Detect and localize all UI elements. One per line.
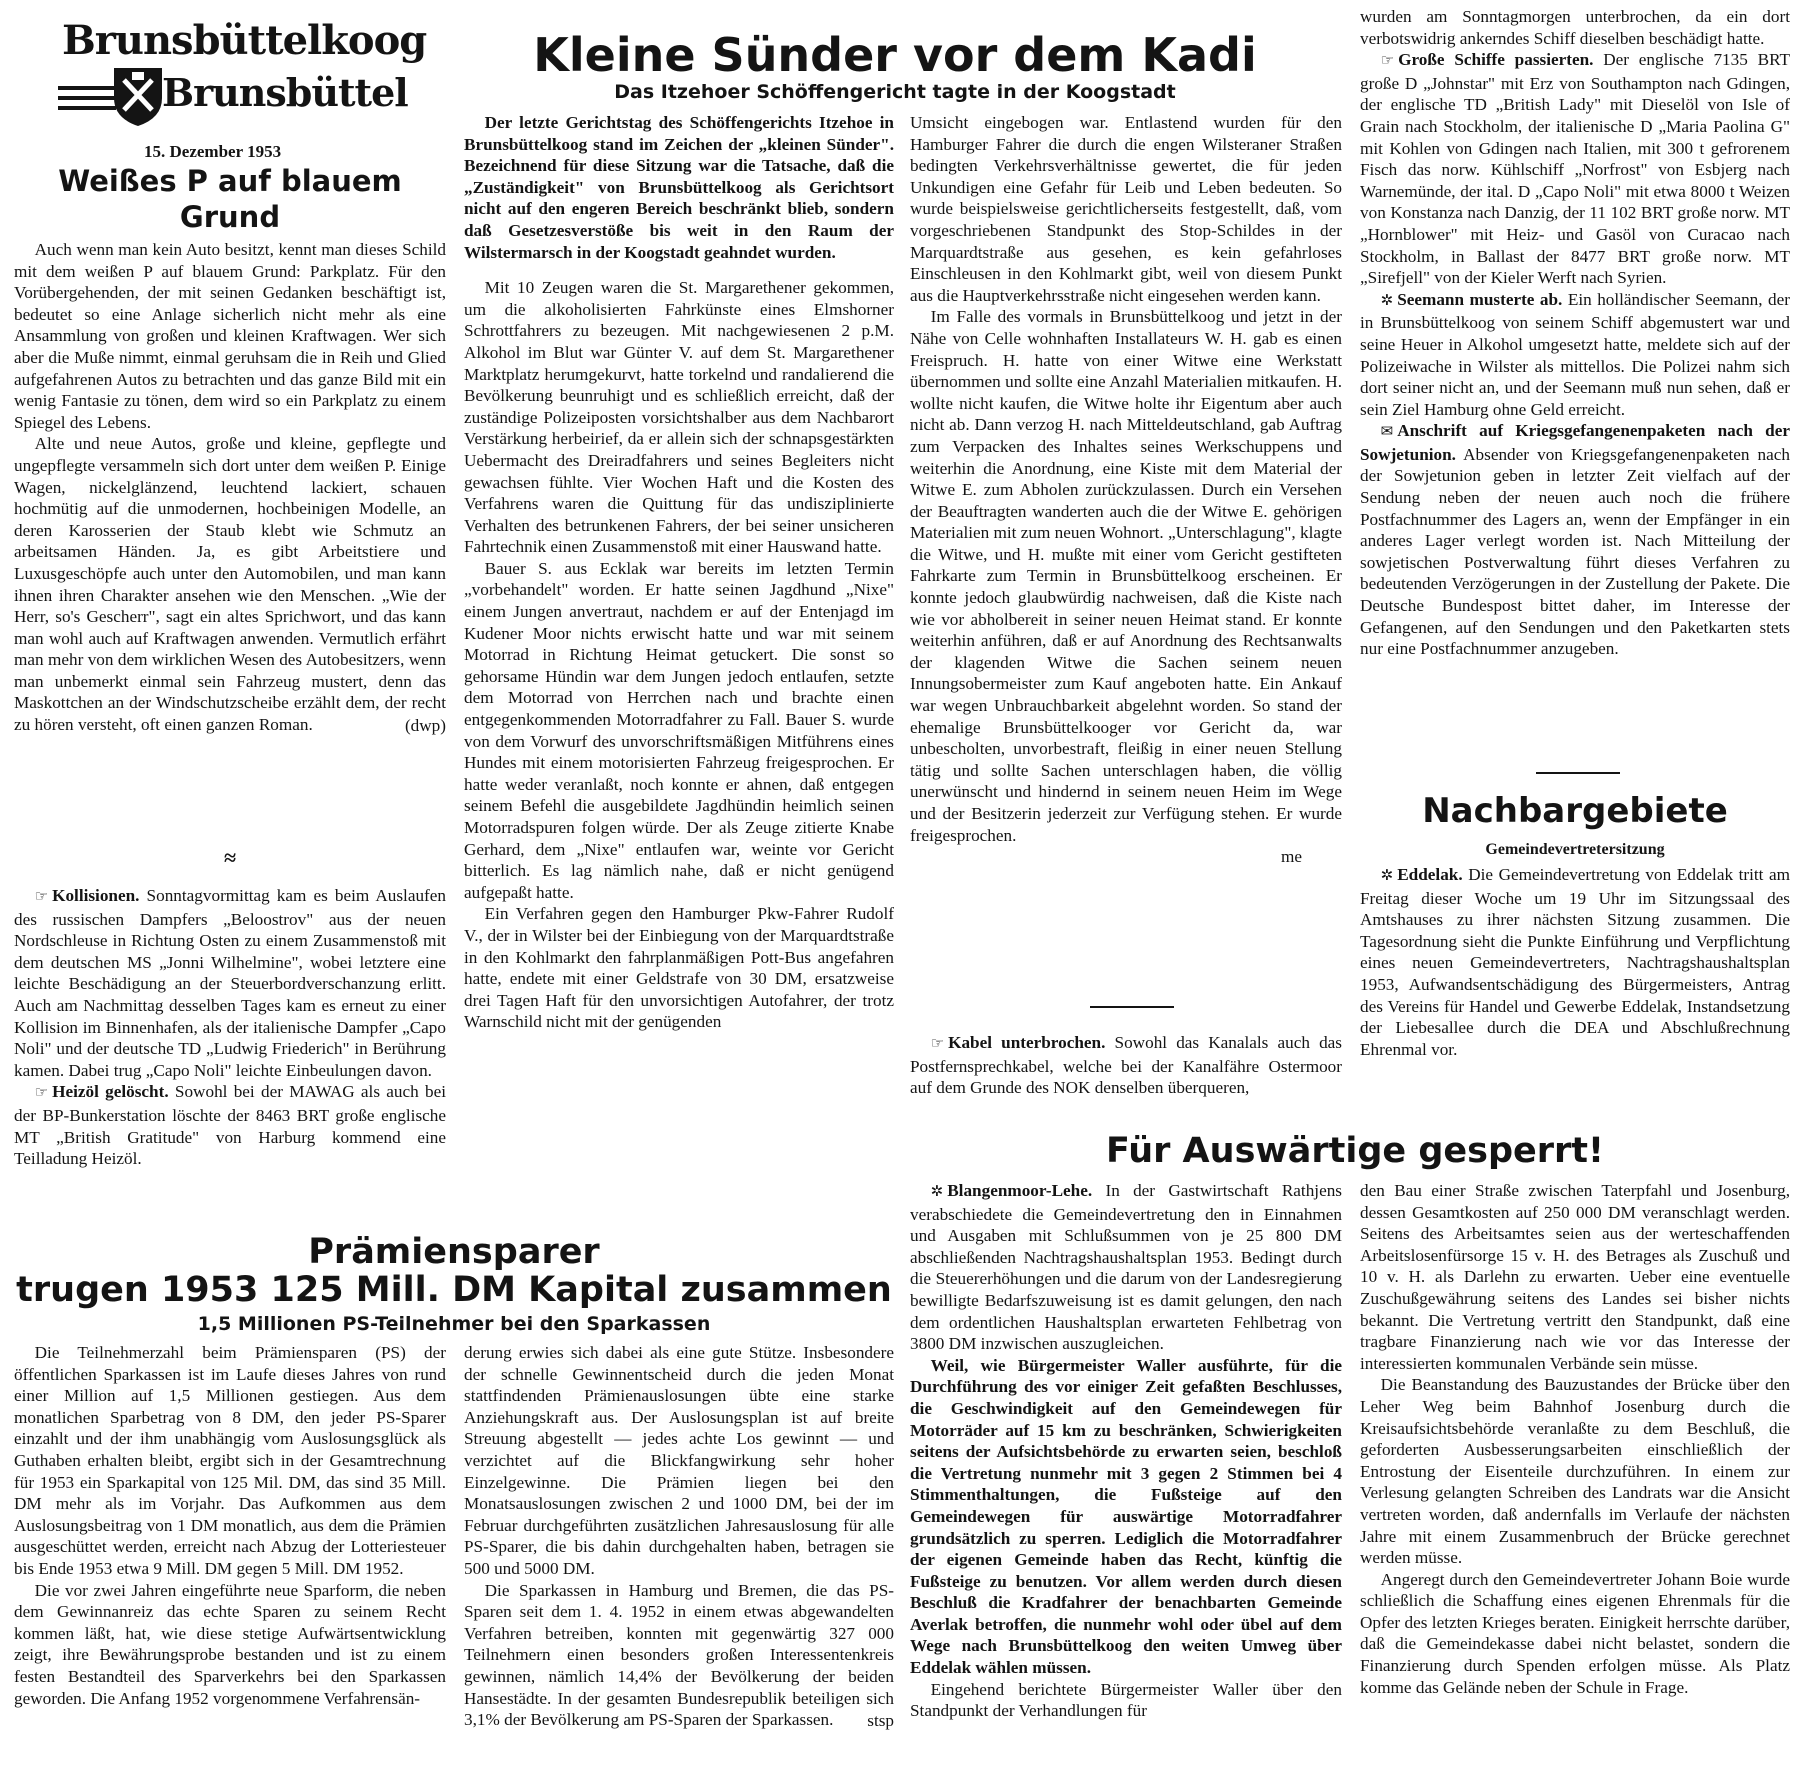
anschrift-lead: Anschrift auf Kriegsgefangenenpaketen nach der Sowjetunion. — [1360, 421, 1790, 464]
eddelak-item — [1360, 864, 1790, 1060]
hand-pointer-icon: ☞ — [1380, 53, 1395, 70]
eddelak-text: Die Gemeindevertretung von Eddelak tritt am Freitag dieser Woche um 19 Uhr im Sitzungssaal des Amtshauses zu ihrer nächsten Sitzung zusammen. Die Tagesordnung sieht die Punkte Einführung und Verpflichtung eines neuen Gemeindevertreters, Nachtragshaushaltsplan 1953, Aufwandsentschädigung des Bürgermeisters, Antrag des Vereins für Handel und Gewerbe Eddelak, Instandsetzung der Liebesallee durch die DEA und Abschlußrechnung Ehrenmal vor. — [1360, 865, 1790, 1059]
hand-pointer-icon: ☞ — [34, 889, 49, 905]
praemien-paragraph: Die Sparkassen in Hamburg und Bremen, die das PS-Sparen seit dem 1. 4. 1952 in einem etwas abgewandelten Verfahren betreiben, konnten mit gegenwärtig 327 000 Teilnehmern einen besonders großen Interessentenkreis gewinnen, nämlich 14,4% der Bevölkerung der beiden Hansestädte. In der gesamten Bundesrepublik beteiligen sich 3,1% der Bevölkerung am PS-Sparen der Sparkassen. — [464, 1580, 894, 1730]
kadi-paragraph: Umsicht eingebogen war. Entlastend wurden für den Hamburger Fahrer die durch die engen Wilsteraner Straßen bedingten Verkehrsverhältnisse gewertet, die für jeden Unkundigen eine Gefahr für Leib und Leben bedeuten. So wurde beispielsweise gerichtlicherseits festgestellt, daß, vom vorgeschriebenen Standpunkt des Stop-Schildes in der Marquardtstraße aus gesehen, es kein gefahrloses Einschleusen in den Kohlmarkt gibt, weil von diesem Punkt aus die Hauptverkehrsstraße nicht eingesehen werden kann. — [910, 113, 1342, 305]
star-icon: ✲ — [1380, 292, 1394, 309]
kadi-headline: Kleine Sünder vor dem Kadi — [533, 28, 1257, 82]
auswaertige-column-2 — [1360, 1180, 1790, 1698]
seemann-text: Ein holländischer Seemann, der in Brunsbüttelkoog von seinem Schiff abgemustert war und seine Heuer in Alkohol umgesetzt hatte, meldete sich auf der Polizeiwache in Wilster als mittellos. Die Polizei nahm sich dort seiner nicht an, und der Seemann muß nun sehen, daß er sein Ziel Hamburg ohne Geld erreicht. — [1360, 289, 1790, 419]
praemien-paragraph: Die Teilnehmerzahl beim Prämiensparen (PS) der öffentlichen Sparkassen ist im Laufe dieses Jahres von rund einer Million auf 1,5 Millionen gestiegen. Aus dem monatlichen Sparbetrag von 8 DM, den jeder PS-Sparer einzahlt und der ihm unabhängig vom Auslosungsglück als Guthaben erhalten bleibt, ergibt sich in der Gesamtrechnung für 1953 ein Sparkapital von 125 Mil. DM, das sind 35 Mill. DM mehr als im Vorjahr. Das Aufkommen aus dem Auslosungsbeitrag von 1 DM monatlich, aus dem die Prämien ausgeschüttet werden, erreicht nach Abzug der Lotteriesteuer bis Ende 1953 etwa 9 Mill. DM gegen 5 Mill. DM 1952. — [14, 1343, 446, 1578]
praemien-headline-1: Prämiensparer — [308, 1232, 600, 1272]
kadi-signature: me — [1281, 847, 1302, 867]
kadi-subheadline: Das Itzehoer Schöffengericht tagte in der Koogstadt — [614, 81, 1176, 103]
praemien-column-2 — [464, 1342, 894, 1731]
praemien-paragraph: derung erwies sich dabei als eine gute Stütze. Insbesondere der schnelle Gewinnentscheid durch die jeden Monat stattfindenden Prämienauslosungen übte eine starke Anziehungskraft aus. Der Auslosungsplan ist auf breite Streuung abgestellt — jedes achte Los gewinnt — und verzichtet auf die Blickfangwirkung sehr hoher Einzelgewinne. Die Prämien liegen bei den Monatsauslosungen zwischen 2 und 1000 DM, bei der im Februar durchgeführten zusätzlichen Jahresauslosung für alle PS-Sparer, die bis dahin durchgehalten haben, betragen sie 500 und 5000 DM. — [464, 1343, 894, 1578]
schiffe-text: Der englische 7135 BRT große D „Johnstar" mit Erz von Southampton nach Gdingen, der englische TD „British Lady" mit Dieselöl von Isle of Grain nach Stockholm, der italienische D „Maria Paolina G" mit Kohlen von Gdingen nach Italien, mit 300 t gefrorenem Fisch das norw. Kühlschiff „Norfrost" von Esbjerg nach Warnemünde, der ital. D „Capo Noli" mit etwa 8000 t Weizen von Konstanza nach Danzig, der 11 102 BRT große norw. MT „Hornblower" mit Heiz- und Gasöl von Curacao nach Stockholm, in Ballast der 8477 BRT große norw. MT „Sirefjell" von der Kieler Werft nach Syrien. — [1360, 50, 1791, 288]
schiffe-lead: Große Schiffe passierten. — [1398, 50, 1594, 70]
heizoel-text: Sowohl bei der MAWAG als auch bei der BP-Bunkerstation löschte der 8463 BRT große englische MT „British Gratitude" von Harburg kommend eine Teilladung Heizöl. — [14, 1082, 447, 1169]
envelope-icon: ✉ — [1380, 424, 1394, 441]
parkplatz-signature: (dwp) — [404, 715, 446, 735]
auswaertige-paragraph: Eingehend berichtete Bürgermeister Waller über den Standpunkt der Verhandlungen für — [910, 1679, 1342, 1721]
kadi-column-1 — [464, 112, 894, 1033]
heizoel-item — [14, 1081, 446, 1169]
praemien-signature: stsp — [867, 1710, 894, 1730]
parkplatz-body — [14, 239, 446, 736]
parkplatz-paragraph: Auch wenn man kein Auto besitzt, kennt man dieses Schild mit dem weißen P auf blauem Grund: Parkplatz. Für den Vorübergehenden, der mit seinen Gedanken beschäftigt ist, bedeutet so eine Anlage sicherlich nicht mehr als eine Ansammlung von großen und kleinen Kraftwagen. Wer sich aber die Muße nimmt, einmal geruhsam die in Reih und Glied aufgefahrenen Autos zu betrachten und das ganze Bild mit ein wenig Fantasie zu tönen, dem wird so ein Parkplatz zu einem Spiegel des Lebens. — [14, 240, 446, 432]
right-column — [1360, 6, 1790, 660]
nachbar-article — [1360, 864, 1790, 1060]
auswaertige-paragraph: Angeregt durch den Gemeindevertreter Johann Boie wurde schließlich die Schaffung eines eigenen Ehrenmals für die Opfer des letzten Krieges beraten. Einigkeit herrschte darüber, daß die Gemeindekasse dabei nicht belastet, sondern die Finanzierung durch Spenden erfolgen müsse. Als Platz komme das Gelände neben der Schule in Frage. — [1360, 1569, 1790, 1697]
kadi-paragraph: Bauer S. aus Ecklak war bereits im letzten Termin „vorbehandelt" worden. Er hatte seinen Jagdhund „Nixe" einem Jungen anvertraut, nachdem er auf der Entenjagd im Kudener Moor nichts erwischt hatte und war mit seinem Motorrad in Richtung Heimat getuckert. Die sonst so gehorsame Hündin war dem Jungen jedoch entlaufen, setzte dem Motorrad von Herrchen nach und brachte einen entgegenkommenden Motorradfahrer zu Fall. Bauer S. wurde von dem Vorwurf des unvorschriftsmäßigen Mitführens eines Hundes mit einem motorisierten Fahrzeug freigesprochen. Er hatte weder veranlaßt, noch konnte er ahnen, daß entgegen seinem Befehl die ausgebildete Jagdhündin heimlich seinen Motorradspuren folgen würde. Der als Zeuge zitierte Knabe Gerhard, dem „Nixe" entlaufen war, weinte vor Gericht bitterlich. Es lag nämlich nahe, daß er nicht genügend aufgepaßt hatte. — [464, 558, 894, 902]
anschrift-item — [1360, 420, 1790, 660]
column-rule — [1536, 772, 1620, 774]
blangenmoor-lead: Blangenmoor-Lehe. — [947, 1181, 1093, 1200]
seemann-lead: Seemann musterte ab. — [1397, 289, 1563, 309]
kadi-column-2 — [910, 112, 1342, 868]
kadi-paragraph: Ein Verfahren gegen den Hamburger Pkw-Fahrer Rudolf V., der in Wilster bei der Einbiegung von der Marquardtstraße in den Kohlmarkt den fahrplanmäßigen Pott-Bus angefahren hatte, endete mit einer Geldstrafe von 30 DM, ersatzweise drei Tagen Haft für den unvorsichtigen Autofahrer, der trotz Warnschild nicht mit der genügenden — [464, 904, 894, 1032]
kabel-continuation: wurden am Sonntagmorgen unterbrochen, da ein dort verbotswidrig ankerndes Schiff dieselben beschädigt hatte. — [1360, 7, 1790, 48]
masthead-flourish-icon — [56, 76, 156, 116]
kabel-item — [910, 1032, 1342, 1099]
blangenmoor-item — [910, 1180, 1342, 1355]
star-icon: ✲ — [1380, 868, 1394, 884]
parkplatz-paragraph: Alte und neue Autos, große und kleine, gepflegte und ungepflegte versammeln sich dort unter dem weißen P. Einige Wagen, nickelglänzend, leuchtend lackiert, schauen hochmütig auf die unmodernen, hochbeinigen Modelle, an deren Karosserien der Staub klebt wie Schmutz an arbeitsamen Händen. Ja, es gibt Arbeitstiere und Luxusgeschöpfe auch unter den Automobilen, und man kann ihnen ihren Charakter ansehen wie den Menschen. „Wie der Herr, so's Gescherr", sagt ein altes Sprichwort, und das kann man wohl auch auf Kraftwagen anwenden. Vermutlich erfährt man mehr von dem wirklichen Wesen des Autobesitzers, wenn man unbemerkt einmal sein Fahrzeug mustert, denn das Maskottchen an der Windschutzscheibe erzählt dem, der recht zu hören versteht, oft einen ganzen Roman. — [14, 434, 446, 735]
praemien-subheadline: 1,5 Millionen PS-Teilnehmer bei den Sparkassen — [197, 1313, 711, 1335]
hand-pointer-icon: ☞ — [930, 1036, 945, 1052]
praemien-paragraph: Die vor zwei Jahren eingeführte neue Sparform, die neben dem Gewinnanreiz das echte Sparen zu seinem Recht kommen läßt, hat, wie diese stetige Aufwärtsentwicklung zeigt, ihre Bewährungsprobe bestanden und ist zu einem festen Bestandteil des Sparverkehrs bei den Sparkassen geworden. Die Anfang 1952 vorgenommene Verfahrensän- — [14, 1580, 446, 1708]
masthead-line-2: Brunsbüttel — [162, 70, 408, 115]
issue-date: 15. Dezember 1953 — [144, 142, 282, 161]
auswaertige-bold-paragraph: Weil, wie Bürgermeister Waller ausführte, für die Durchführung des vor einiger Zeit gefaßten Beschlusses, die Geschwindigkeit auf den Gemeindewegen für Motorräder auf 15 km zu beschränken, Schwierigkeiten seitens der Aufsichtsbehörde zu erwarten seien, beschloß die Vertretung nunmehr mit 3 gegen 2 Stimmen bei 4 Stimmenthaltungen, die Fußsteige auf den Gemeindewegen für auswärtige Motorradfahrer grundsätzlich zu sperren. Lediglich die Motorradfahrer der eigenen Gemeinde haben das Recht, künftig die Fußsteige zu benutzen. Vor allem werden durch diesen Beschluß die Kradfahrer der benachbarten Gemeinde Averlak betroffen, die nunmehr wohl oder übel auf dem Wege nach Brunsbüttelkoog den weiten Umweg über Eddelak wählen müssen. — [910, 1355, 1342, 1678]
auswaertige-headline: Für Auswärtige gesperrt! — [1106, 1131, 1604, 1171]
kadi-paragraph: Im Falle des vormals in Brunsbüttelkoog und jetzt in der Nähe von Celle wohnhaften Installateurs W. H. gab es einen Freispruch. H. hatte von einer Witwe eine Werkstatt übernommen und sollte eine Anzahl Materialien mitkaufen. H. wollte nicht kaufen, die Witwe holte ihr Eigentum aber auch nicht ab. Dann verzog H. nach Mitteldeutschland, gab Auftrag zum Verpacken des Inhaltes seines Werkschuppens und weiterhin die Anordnung, eine Kiste mit dem Material der Witwe E. zum Abholen zurückzulassen. Durch ein Versehen der Beauftragten wanderten auch die der Witwe E. gehörigen Materialien mit zum neuen Wohnort. „Unterschlagung", klagte die Witwe, und H. mußte mit einer vom Gericht gestifteten Fahrkarte zum Termin in Brunsbüttelkoog erscheinen. Er konnte jedoch glaubwürdig nachweisen, daß die Kiste nach wie vor abholbereit in seiner neuen Heimat stand. Er konnte weiterhin anführen, daß er auf Anordnung des Rechtsanwalts der klagenden Witwe die Sachen seinem neuen Innungsobermeister zum Kauf angeboten hatte. Ein Ankauf war wegen Unbrauchbarkeit abgelehnt worden. So stand der ehemalige Brunsbüttelkooger vor Gericht da, war unbescholten, unvorbestraft, fleißig in einer neuen Stellung tätig und sollte Sachen unterschlagen haben, die völlig unerwünscht und hindernd in seinem neuen Heim im Wege und der Besitzerin jederzeit zur Verfügung stehen. Er wurde freigesprochen. — [910, 307, 1343, 845]
kollisionen-item — [14, 885, 446, 1081]
parkplatz-article — [14, 163, 446, 736]
auswaertige-paragraph: Die Beanstandung des Bauzustandes der Brücke über den Leher Weg beim Bahnhof Josenburg durch die Kreisaufsichtsbehörde veranlaßte zu dem Beschluß, die geforderten Ausbesserungsarbeiten einschließlich der Entrostung der Eisenteile durchzuführen. In einem zur Verlesung gelangten Schreiben des Landrats war die Ansicht vertreten worden, daß andernfalls im Verlaufe der nächsten Jahre mit einem Zusammenbruch der Brücke gerechnet werden müsse. — [1360, 1375, 1790, 1568]
seemann-item — [1360, 289, 1790, 421]
kadi-paragraph: Mit 10 Zeugen waren die St. Margarethener gekommen, um die alkoholisierten Fahrkünste eines Elmshorner Schrottfahrers zu bezeugen. Mit nachgewiesenen 2 p.M. Alkohol im Blut war Günter V. auf dem St. Margarethener Marktplatz herumgekurvt, hatte torkelnd und randalierend die Bevölkerung beunruhigt und es schließlich erreicht, daß der zuständige Polizeiposten vorsichtshalber aus dem Nachbarort Verstärkung herbeirief, da er allein sich der schnapsgestärkten Uebermacht des Dreiradfahrers und seines Begleiters nicht gewachsen fühlte. Vier Wochen Haft und die Kosten des Verfahrens waren die Quittung für das undisziplinierte Verhalten des betrunkenen Fahrers, der bei seiner unsicheren Fahrtechnik einen Zusammenstoß mit einer Hauswand hatte. — [464, 278, 894, 557]
parkplatz-headline: Weißes P auf blauem Grund — [58, 164, 402, 234]
star-icon: ✲ — [930, 1184, 944, 1200]
heizoel-lead: Heizöl gelöscht. — [52, 1082, 169, 1102]
column-rule — [1090, 1006, 1174, 1008]
schiffe-item — [1360, 49, 1790, 289]
hand-pointer-icon: ☞ — [34, 1085, 49, 1102]
masthead — [52, 14, 427, 164]
kabel-note — [910, 1032, 1342, 1099]
eddelak-lead: Eddelak. — [1397, 865, 1463, 884]
anschrift-text: Absender von Kriegsgefangenenpaketen nach der Sowjetunion geben in letzter Zeit vielfach auf der Sendung neben der neuen auch noch die frühere Postfachnummer des Lagers an, wenn der Empfänger in ein anderes Lager verlegt worden ist. Nach Mitteilung der sowjetischen Postverwaltung führt dieses Verfahren zu bedeutenden Verzögerungen in der Zustellung der Pakete. Die Deutsche Bundespost bittet daher, im Interesse der Gefangenen, auf den Sendungen und den Paketkarten stets nur eine Postfachnummer anzugeben. — [1360, 444, 1790, 659]
auswaertige-paragraph: den Bau einer Straße zwischen Taterpfahl und Josenburg, dessen Gesamtkosten auf 250 000 DM veranschlagt werden. Seitens des Arbeitsamtes seien aus der werteschaffenden Arbeitslosenfürsorge 15 v. H. des Betrages als Zuschuß und 10 v. H. als Darlehn zu erwarten. Ueber eine eventuelle Zuschußgewährung seitens des Landes sei bisher nichts bekannt. Die Vertretung vertritt den Standpunkt, daß eine tragbare Finanzierung nach wie vor das Interesse der interessierten kommunalen Verbände sein müsse. — [1360, 1181, 1790, 1373]
kabel-text: Sowohl das Kanalals auch das Postfernsprechkabel, welche bei der Kanalfähre Ostermoor auf dem Grunde des NOK denselben überqueren, — [910, 1033, 1342, 1098]
section-divider: ≈ — [223, 845, 237, 870]
auswaertige-column-1 — [910, 1180, 1342, 1722]
kollisionen-text: Sonntagvormittag kam es beim Auslaufen des russischen Dampfers „Beloostrov" aus der neuen Nordschleuse in Richtung Osten zu einem Zusammenstoß mit dem deutschen MS „Jonni Wilhelmine", wobei letztere eine leichte Beschädigung an der Steuerbordverschanzung erlitt. Auch am Nachmittag desselben Tages kam es erneut zu einer Kollision im Binnenhafen, als der italienische Dampfer „Capo Noli" und der deutsche TD „Ludwig Friederich" in Berührung kamen. Dabei trug „Capo Noli" leichte Einbeulungen davon. — [14, 886, 446, 1080]
masthead-line-1: Brunsbüttelkoog — [62, 17, 427, 64]
kadi-intro: Der letzte Gerichtstag des Schöffengerichts Itzehoe in Brunsbüttelkoog stand im Zeichen der „kleinen Sünder". Bezeichnend für diese Sitzung war die Tatsache, daß die „Zuständigkeit" von Brunsbüttelkoog als Gerichtsort nicht auf den engeren Bereich beschränkt blieb, sondern daß Gesetzesverstöße bis weit in den Raum der Wilstermarsch in der Koogstadt geahndet wurden. — [464, 113, 894, 262]
nachbar-subheadline: Gemeindevertretersitzung — [1485, 841, 1665, 858]
kabel-lead: Kabel unterbrochen. — [948, 1033, 1106, 1052]
nachbar-headline: Nachbargebiete — [1422, 791, 1728, 831]
praemien-headline-2: trugen 1953 125 Mill. DM Kapital zusammen — [16, 1270, 892, 1310]
harbour-notes — [14, 885, 446, 1170]
praemien-column-1 — [14, 1342, 446, 1709]
kollisionen-lead: Kollisionen. — [52, 886, 140, 905]
blangenmoor-text: In der Gastwirtschaft Rathjens verabschiedete die Gemeindevertretung den in Einnahmen und Ausgaben mit Schlußsummen von je 25 800 DM abschließenden Nachtragshaushaltsplan 1953. Bedingt durch die Steuererhöhungen und die darum von der Landesregierung bewilligte Bedarfszuweisung ist es damit gelungen, den nach dem ordentlichen Haushaltsplan erwarteten Fehlbetrag von 3800 DM inzwischen auszugleichen. — [910, 1181, 1342, 1354]
